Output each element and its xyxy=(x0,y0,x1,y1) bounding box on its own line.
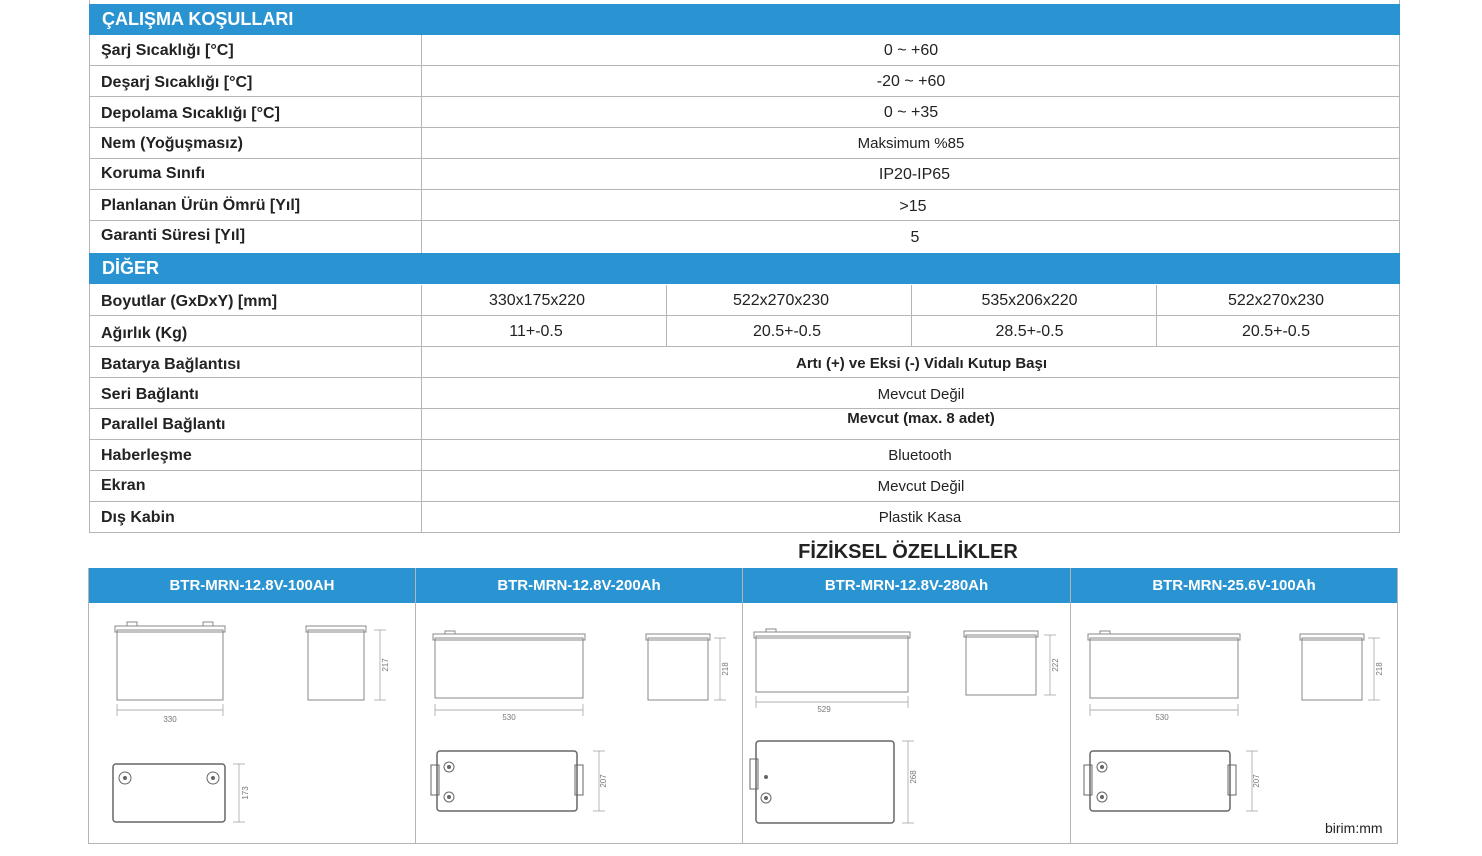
panel-divider xyxy=(1070,568,1071,844)
row-divider xyxy=(89,501,1400,502)
height-dimension: 222 xyxy=(1051,658,1060,672)
dimension-value: 330x175x220 xyxy=(488,292,586,309)
row-label: Planlanan Ürün Ömrü [Yıl] xyxy=(101,197,301,214)
row-divider xyxy=(89,408,1400,409)
battery-top-view xyxy=(1078,745,1268,825)
row-value: IP20-IP65 xyxy=(878,166,951,183)
height-dimension: 218 xyxy=(721,662,730,676)
row-label: Şarj Sıcaklığı [°C] xyxy=(101,42,234,59)
row-divider xyxy=(89,315,1400,316)
row-label: Dış Kabin xyxy=(101,509,175,526)
length-dimension: 330 xyxy=(163,715,177,724)
row-divider xyxy=(89,65,1400,66)
depth-dimension: 173 xyxy=(241,786,250,800)
row-label: Depolama Sıcaklığı [°C] xyxy=(101,105,280,122)
row-divider xyxy=(89,532,1400,533)
row-label: Ağırlık (Kg) xyxy=(101,325,188,342)
row-divider xyxy=(89,377,1400,378)
row-value: -20 ~ +60 xyxy=(876,73,946,90)
length-dimension: 529 xyxy=(817,705,831,714)
row-divider xyxy=(89,470,1400,471)
dimension-value: 535x206x220 xyxy=(981,292,1078,309)
row-divider xyxy=(89,127,1400,128)
row-value: Plastik Kasa xyxy=(878,509,962,526)
row-label: Ekran xyxy=(101,477,146,494)
battery-side-view xyxy=(300,620,395,710)
row-value: Mevcut (max. 8 adet) xyxy=(847,410,995,427)
row-value: 0 ~ +60 xyxy=(883,42,939,59)
physical-title: FİZİKSEL ÖZELLİKLER xyxy=(798,541,1018,563)
row-label: Parallel Bağlantı xyxy=(101,416,226,433)
battery-front-view xyxy=(425,630,595,725)
row-value: 5 xyxy=(910,229,920,246)
row-label: Garanti Süresi [Yıl] xyxy=(101,227,246,244)
row-divider xyxy=(89,96,1400,97)
battery-front-view xyxy=(1080,630,1250,725)
depth-dimension: 207 xyxy=(599,774,608,788)
battery-side-view xyxy=(958,625,1068,710)
battery-top-view xyxy=(105,760,255,830)
weight-value: 20.5+-0.5 xyxy=(1241,323,1311,340)
section-header-other: DİĞER xyxy=(89,253,1400,284)
model-header: BTR-MRN-12.8V-200Ah xyxy=(416,568,742,603)
row-label: Deşarj Sıcaklığı [°C] xyxy=(101,74,253,91)
row-value: 0 ~ +35 xyxy=(883,104,939,121)
model-header: BTR-MRN-12.8V-100AH xyxy=(89,568,415,603)
row-label: Seri Bağlantı xyxy=(101,386,199,403)
battery-side-view xyxy=(1294,628,1389,713)
battery-front-view xyxy=(748,626,923,721)
row-value: Artı (+) ve Eksi (-) Vidalı Kutup Başı xyxy=(795,355,1048,372)
dimension-value: 522x270x230 xyxy=(732,292,830,309)
row-label: Haberleşme xyxy=(101,447,192,464)
battery-top-view xyxy=(425,745,615,825)
weight-value: 20.5+-0.5 xyxy=(752,323,822,340)
section-header-operating: ÇALIŞMA KOŞULLARI xyxy=(89,4,1400,35)
row-value: >15 xyxy=(899,198,927,215)
panel-divider xyxy=(742,568,743,844)
row-value: Maksimum %85 xyxy=(857,135,965,152)
depth-dimension: 207 xyxy=(1252,774,1261,788)
row-label: Batarya Bağlantısı xyxy=(101,356,241,373)
row-divider xyxy=(89,189,1400,190)
row-label: Boyutlar (GxDxY) [mm] xyxy=(101,293,278,310)
battery-front-view xyxy=(105,620,235,730)
dimension-value: 522x270x230 xyxy=(1227,292,1325,309)
row-label: Koruma Sınıfı xyxy=(101,165,206,182)
height-dimension: 217 xyxy=(381,658,390,672)
battery-side-view xyxy=(640,628,735,713)
weight-value: 11+-0.5 xyxy=(509,323,563,340)
row-divider xyxy=(89,439,1400,440)
row-divider xyxy=(89,158,1400,159)
battery-top-view xyxy=(746,733,931,833)
unit-note: birim:mm xyxy=(1325,820,1383,836)
row-value: Mevcut Değil xyxy=(877,478,965,495)
row-value: Bluetooth xyxy=(888,447,952,464)
row-value: Mevcut Değil xyxy=(877,386,965,403)
model-header: BTR-MRN-12.8V-280Ah xyxy=(743,568,1070,603)
height-dimension: 218 xyxy=(1375,662,1384,676)
depth-dimension: 268 xyxy=(909,770,918,784)
weight-value: 28.5+-0.5 xyxy=(995,323,1064,340)
row-label: Nem (Yoğuşmasız) xyxy=(101,135,243,152)
model-header: BTR-MRN-25.6V-100Ah xyxy=(1071,568,1397,603)
row-divider xyxy=(89,346,1400,347)
length-dimension: 530 xyxy=(502,713,516,722)
panel-divider xyxy=(415,568,416,844)
row-divider xyxy=(89,220,1400,221)
length-dimension: 530 xyxy=(1155,713,1169,722)
